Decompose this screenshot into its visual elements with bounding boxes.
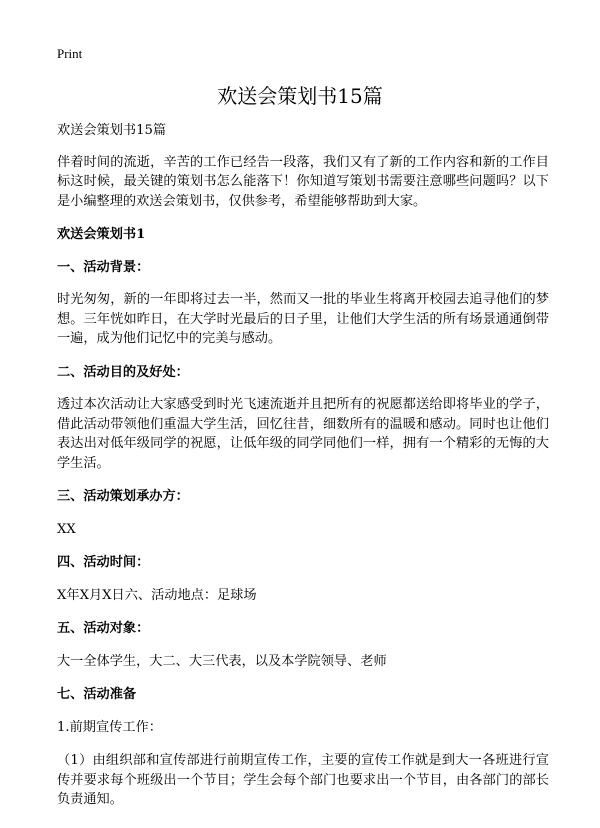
document-subtitle: 欢送会策划书15篇 xyxy=(57,123,167,138)
paragraph-prep-detail: （1）由组织部和宣传部进行前期宣传工作，主要的宣传工作就是到大一各班进行宣传并要求每个班级出一个节目；学生会每个部门也要求出一个节目，由各部门的部长负责通知。 xyxy=(57,753,549,807)
section-title: 欢送会策划书1 xyxy=(57,227,146,242)
paragraph-time: X年X月X日六、活动地点：足球场 xyxy=(57,587,257,603)
intro-paragraph: 伴着时间的流逝，辛苦的工作已经告一段落，我们又有了新的工作内容和新的工作目标这时候，最关键的策划书怎么能落下！你知道写策划书需要注意哪些问题吗？以下是小编整理的欢送会策划书，仅供参考，希望能够帮助到大家。 xyxy=(57,154,549,209)
paragraph-prep-title: 1.前期宣传工作： xyxy=(57,719,162,735)
heading-purpose: 二、活动目的及好处： xyxy=(57,364,189,380)
paragraph-audience: 大一全体学生，大二、大三代表，以及本学院领导、老师 xyxy=(57,653,387,669)
print-link[interactable]: Print xyxy=(57,46,83,61)
heading-organizer: 三、活动策划承办方： xyxy=(57,489,189,504)
heading-background: 一、活动背景： xyxy=(57,259,150,275)
paragraph-organizer: XX xyxy=(57,521,76,537)
paragraph-purpose: 透过本次活动让大家感受到时光飞速流逝并且把所有的祝愿都送给即将毕业的学子，借此活动带领他们重温大学生活，回忆往昔，细数所有的温暖和感动。同时也让他们表达出对低年级同学的祝愿，让低年级的同学同他们一样，拥有一个精彩的无悔的大学生活。 xyxy=(57,397,549,471)
heading-audience: 五、活动对象： xyxy=(57,621,150,636)
page-title: 欢送会策划书15篇 xyxy=(217,84,383,108)
paragraph-background: 时光匆匆，新的一年即将过去一半，然而又一批的毕业生将离开校园去追寻他们的梦想。三年恍如昨日，在大学时光最后的日子里，让他们大学生活的所有场景通通倒带一遍，成为他们记忆中的完美与感动。 xyxy=(57,292,549,346)
heading-preparation: 七、活动准备 xyxy=(57,687,137,702)
document-body xyxy=(57,121,549,824)
heading-time: 四、活动时间： xyxy=(57,555,150,570)
